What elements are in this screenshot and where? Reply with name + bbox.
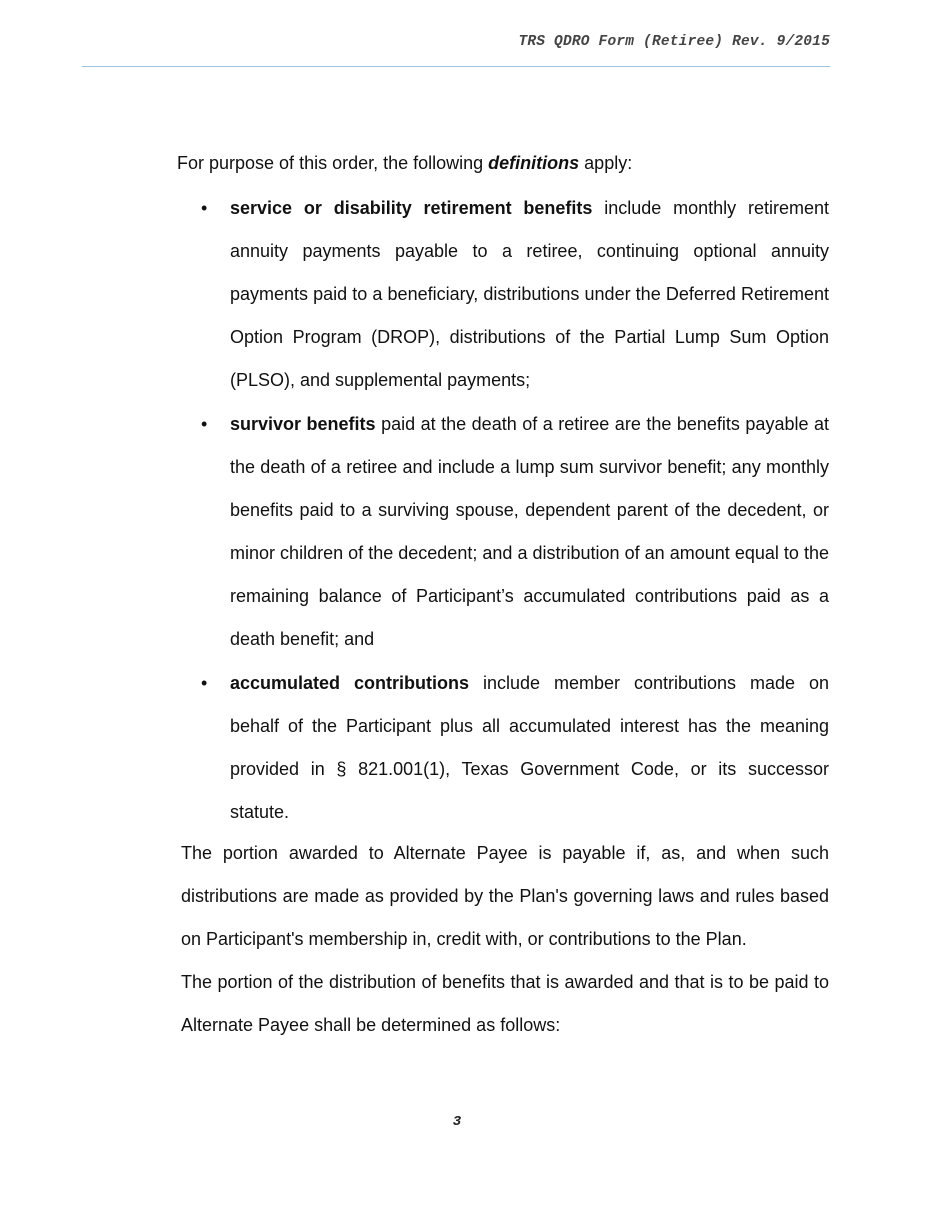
- bullet-icon: •: [201, 414, 208, 434]
- definitions-list: [177, 187, 829, 835]
- definition-term: accumulated contributions: [230, 673, 469, 693]
- definition-item: [177, 662, 829, 834]
- definition-text: include member contributions made on behalf of the Participant plus all accumulated interest has the meaning provided in § 821.001(1), Texas Government Code, or its successor statute.: [230, 673, 829, 822]
- definition-term: service or disability retirement benefits: [230, 198, 593, 218]
- definition-text: include monthly retirement annuity payments payable to a retiree, continuing optional annuity payments paid to a beneficiary, distributions under the Deferred Retirement Option Program (DROP), distributions of the Partial Lump Sum Option (PLSO), and supplemental payments;: [230, 198, 829, 390]
- intro-emphasis: definitions: [488, 153, 580, 173]
- body-paragraph: The portion awarded to Alternate Payee is payable if, as, and when such distributions are made as provided by the Plan's governing laws and rules based on Participant's membership in, credit with, or contributions to the Plan.: [181, 843, 829, 949]
- definition-text: paid at the death of a retiree are the benefits payable at the death of a retiree and include a lump sum survivor benefit; any monthly benefits paid to a surviving spouse, dependent parent of the decedent, or minor children of the decedent; and a distribution of an amount equal to the remaining balance of Participant’s accumulated contributions paid as a death benefit; and: [230, 414, 830, 649]
- page-header: [82, 34, 830, 67]
- bullet-icon: •: [201, 198, 208, 218]
- definition-term: survivor benefits: [230, 414, 376, 434]
- intro-text-before: For purpose of this order, the following: [177, 153, 489, 173]
- definition-item: [177, 187, 829, 402]
- definitions-intro: [177, 151, 632, 175]
- intro-text-after: apply:: [579, 153, 633, 173]
- bullet-icon: •: [201, 673, 208, 693]
- definition-item: [177, 403, 829, 661]
- page-number: 3: [452, 1114, 462, 1130]
- body-paragraph: The portion of the distribution of benefits that is awarded and that is to be paid to Alternate Payee shall be determined as follows:: [181, 972, 829, 1035]
- form-revision-label: TRS QDRO Form (Retiree) Rev. 9/2015: [518, 34, 830, 50]
